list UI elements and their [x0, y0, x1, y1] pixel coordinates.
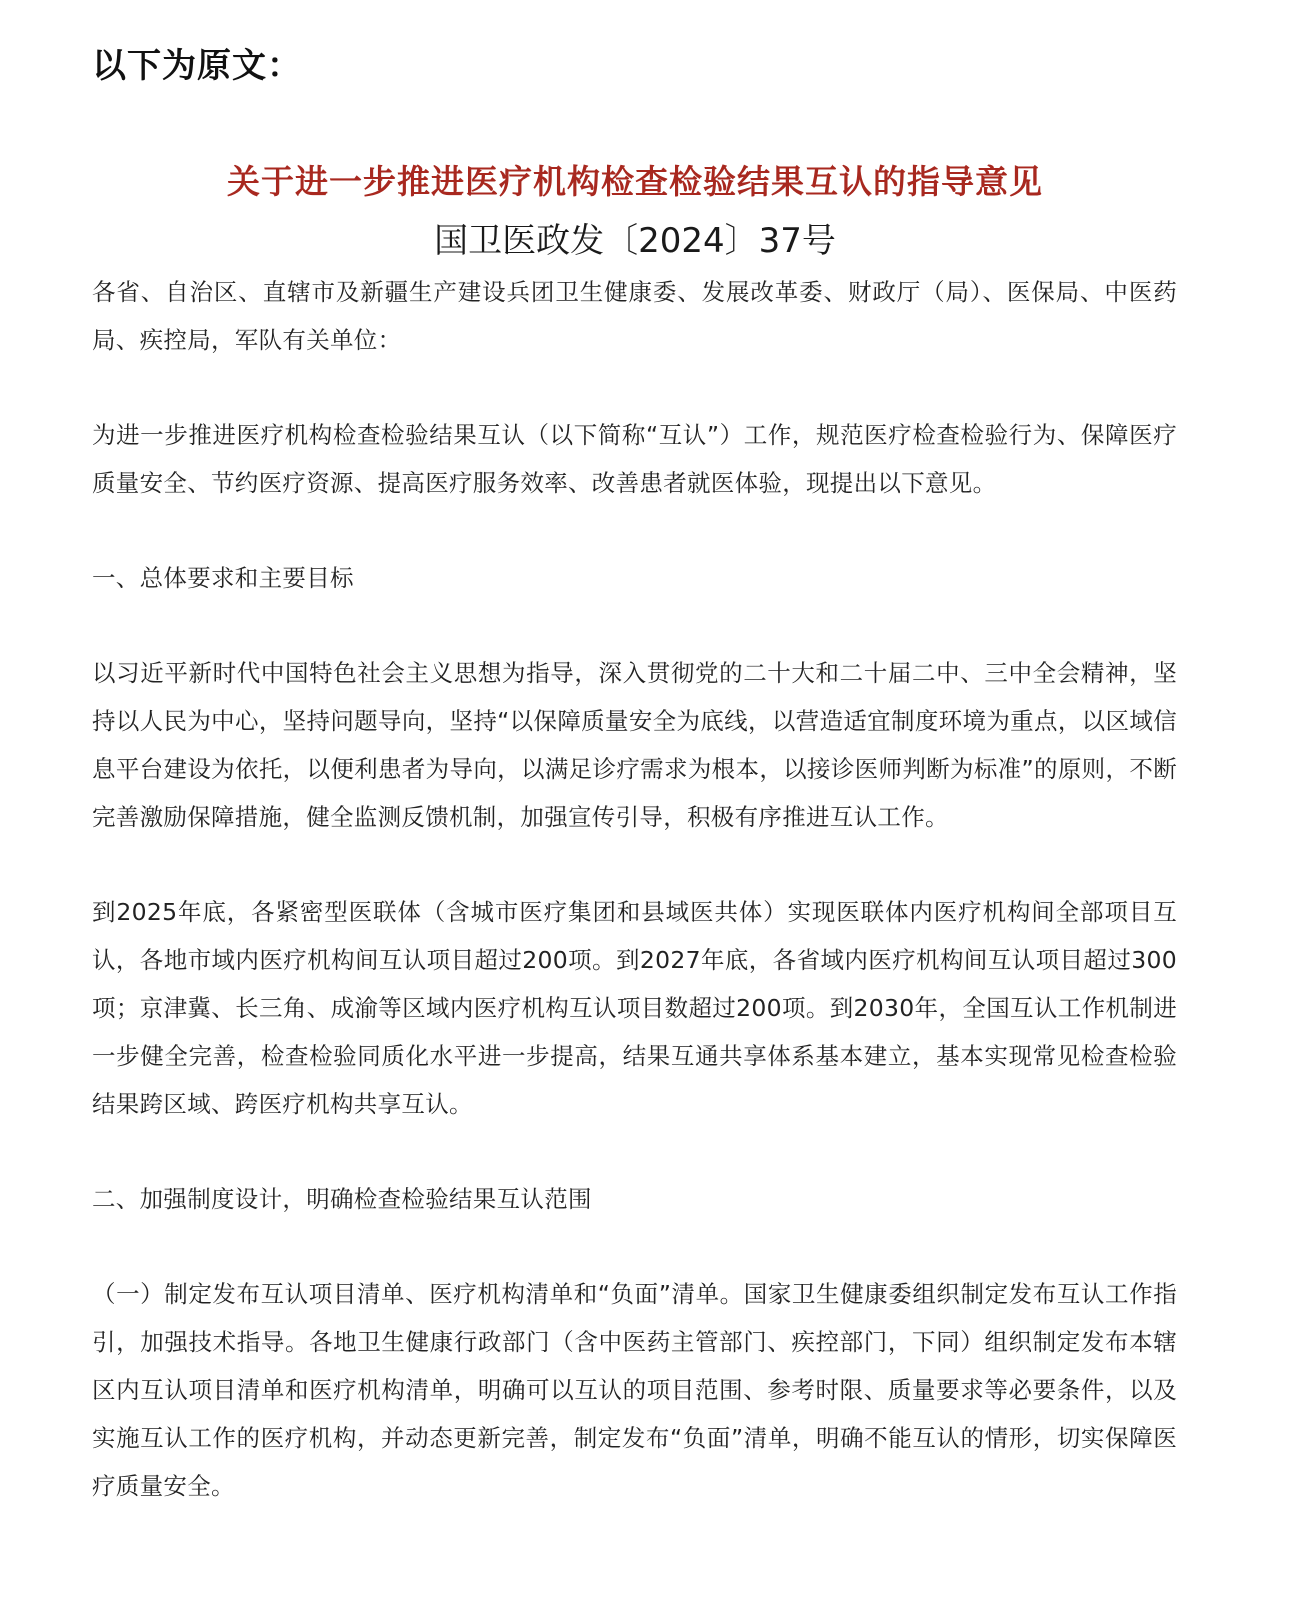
section-1-paragraph-2: 到2025年底，各紧密型医联体（含城市医疗集团和县域医共体）实现医联体内医疗机构间全部项目互认，各地市域内医疗机构间互认项目超过200项。到2027年底，各省域内医疗机构间互认项目超过300项；京津冀、长三角、成渝等区域内医疗机构互认项目数超过200项。到2030年，全国互认工作机制进一步健全完善，检查检验同质化水平进一步提高，结果互通共享体系基本建立，基本实现常见检查检验结果跨区域、跨医疗机构共享互认。 — [92, 898, 1177, 1118]
section-2-item-1: （一）制定发布互认项目清单、医疗机构清单和“负面”清单。国家卫生健康委组织制定发布互认工作指引，加强技术指导。各地卫生健康行政部门（含中医药主管部门、疾控部门，下同）组织制定发布本辖区内互认项目清单和医疗机构清单，明确可以互认的项目范围、参考时限、质量要求等必要条件，以及实施互认工作的医疗机构，并动态更新完善，制定发布“负面”清单，明确不能互认的情形，切实保障医疗质量安全。 — [92, 1280, 1177, 1500]
section-2-heading: 二、加强制度设计，明确检查检验结果互认范围 — [92, 1185, 592, 1213]
addressee-paragraph: 各省、自治区、直辖市及新疆生产建设兵团卫生健康委、发展改革委、财政厅（局）、医保局、中医药局、疾控局，军队有关单位： — [92, 278, 1177, 354]
section-1-heading: 一、总体要求和主要目标 — [92, 564, 354, 592]
section-1-paragraph-1: 以习近平新时代中国特色社会主义思想为指导，深入贯彻党的二十大和二十届二中、三中全会精神，坚持以人民为中心，坚持问题导向，坚持“以保障质量安全为底线，以营造适宜制度环境为重点，以区域信息平台建设为依托，以便利患者为导向，以满足诊疗需求为根本，以接诊医师判断为标准”的原则，不断完善激励保障措施，健全监测反馈机制，加强宣传引导，积极有序推进互认工作。 — [92, 659, 1177, 831]
preamble-paragraph: 为进一步推进医疗机构检查检验结果互认（以下简称“互认”）工作，规范医疗检查检验行为、保障医疗质量安全、节约医疗资源、提高医疗服务效率、改善患者就医体验，现提出以下意见。 — [92, 421, 1177, 497]
intro-heading: 以下为原文： — [92, 46, 302, 86]
document-title: 关于进一步推进医疗机构检查检验结果互认的指导意见 — [227, 162, 1043, 201]
document-body — [92, 268, 1177, 1510]
document-number: 国卫医政发〔2024〕37号 — [434, 221, 836, 261]
